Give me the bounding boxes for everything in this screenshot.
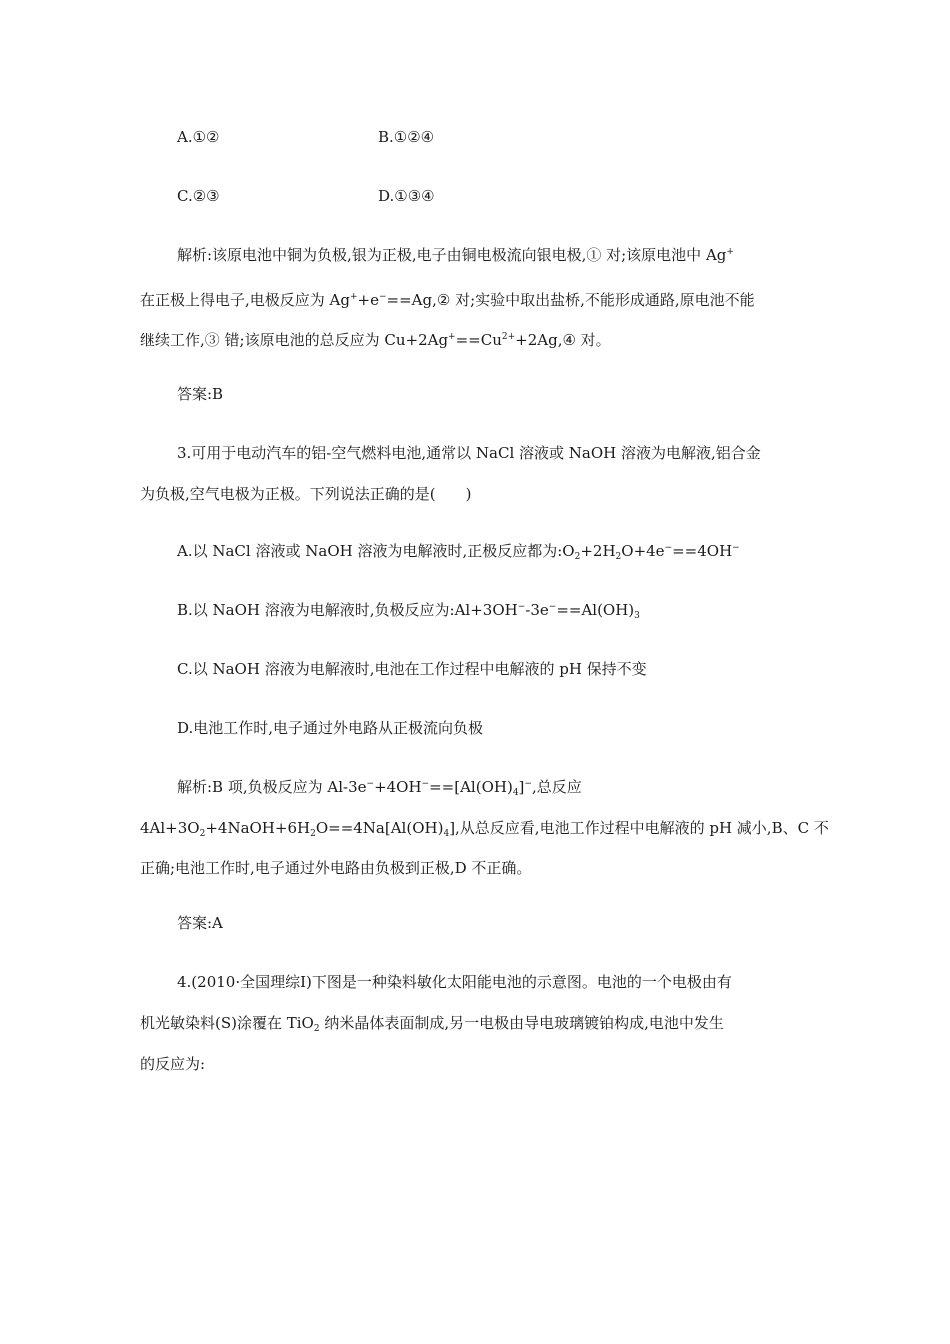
text: B.以 NaOH 溶液为电解液时,负极反应为:Al+3OH: [177, 601, 518, 619]
text: O+4e: [621, 542, 665, 560]
superscript: −: [378, 292, 387, 302]
text: +4OH: [374, 778, 422, 796]
superscript: −: [366, 779, 375, 789]
text: +e: [357, 291, 379, 309]
subscript: 3: [634, 611, 640, 621]
question-3-option-d: [177, 718, 483, 738]
text: +4NaOH+6H: [205, 819, 311, 837]
text: 3.可用于电动汽车的铝-空气燃料电池,通常以 NaCl 溶液或 NaOH 溶液为电解液,铝合金: [177, 444, 761, 462]
superscript: −: [732, 543, 740, 553]
question-3-stem-line-1: [177, 443, 761, 463]
option-a: [177, 127, 220, 147]
analysis-q2-line-2: [140, 290, 755, 310]
superscript: +: [448, 332, 456, 342]
analysis-q3-line-3: [140, 858, 531, 878]
text: ==Ag,② 对;实验中取出盐桥,不能形成通路,原电池不能: [386, 291, 755, 309]
analysis-q3-line-2: [140, 818, 829, 838]
answer-q2: [177, 384, 223, 404]
text: A.以 NaCl 溶液或 NaOH 溶液为电解液时,正极反应都为:O: [177, 542, 575, 560]
superscript: +: [349, 292, 358, 302]
superscript: −: [548, 602, 557, 612]
text: D.电池工作时,电子通过外电路从正极流向负极: [177, 719, 484, 737]
option-a-text: A.①②: [177, 128, 220, 146]
option-b: [378, 127, 434, 147]
answer-text: 答案:A: [177, 914, 223, 932]
subscript: 4: [512, 788, 519, 798]
option-d: [378, 186, 435, 206]
superscript: −: [517, 602, 526, 612]
text: 继续工作,③ 错;该原电池的总反应为 Cu+2Ag: [140, 331, 449, 349]
text: +2H: [580, 542, 616, 560]
question-3-option-a: [177, 541, 740, 561]
answer-text: 答案:B: [177, 385, 224, 403]
superscript: 2+: [501, 332, 516, 342]
analysis-q3-line-1: [177, 777, 582, 797]
superscript: +: [726, 247, 734, 257]
text: ],从总反应看,电池工作过程中电解液的 pH 减小,B、C 不: [449, 819, 829, 837]
subscript: 2: [313, 1024, 320, 1034]
text: ,总反应: [531, 778, 582, 796]
superscript: −: [421, 779, 430, 789]
option-c: [177, 186, 220, 206]
subscript: 4: [443, 829, 450, 839]
text: ==4OH: [672, 542, 733, 560]
subscript: 2: [199, 829, 206, 839]
text: 在正极上得电子,电极反应为 Ag: [140, 291, 350, 309]
text: 解析:B 项,负极反应为 Al-3e: [177, 778, 367, 796]
question-4-line-2: [140, 1013, 724, 1033]
subscript: 2: [310, 829, 316, 839]
text: ==Cu: [455, 331, 502, 349]
superscript: −: [524, 779, 532, 789]
superscript: −: [664, 543, 673, 553]
question-4-line-3: [140, 1054, 205, 1074]
text: ]: [518, 778, 525, 796]
text: 机光敏染料(S)涂覆在 TiO: [140, 1014, 314, 1032]
text: O==4Na[Al(OH): [315, 819, 444, 837]
text: 4Al+3O: [140, 819, 200, 837]
question-3-option-b: [177, 600, 640, 620]
subscript: 2: [574, 552, 581, 562]
question-4-line-1: [177, 972, 732, 992]
text: 的反应为:: [140, 1055, 206, 1073]
text: 为负极,空气电极为正极。下列说法正确的是( ): [140, 485, 472, 503]
text: C.以 NaOH 溶液为电解液时,电池在工作过程中电解液的 pH 保持不变: [177, 660, 647, 678]
option-d-text: D.①③④: [378, 187, 435, 205]
question-3-stem-line-2: [140, 484, 471, 504]
text: 纳米晶体表面制成,另一电极由导电玻璃镀铂构成,电池中发生: [319, 1014, 724, 1032]
text: 4.(2010·全国理综Ⅰ)下图是一种染料敏化太阳能电池的示意图。电池的一个电极由有: [177, 973, 732, 991]
subscript: 2: [615, 552, 622, 562]
text: 正确;电池工作时,电子通过外电路由负极到正极,D 不正确。: [140, 859, 532, 877]
analysis-q2-line-1: [177, 245, 734, 265]
text: -3e: [525, 601, 549, 619]
option-b-text: B.①②④: [378, 128, 435, 146]
option-c-text: C.②③: [177, 187, 220, 205]
question-3-option-c: [177, 659, 647, 679]
text: ==Al(OH): [556, 601, 635, 619]
text: 解析:该原电池中铜为负极,银为正极,电子由铜电极流向银电极,① 对;该原电池中 Ag: [177, 246, 727, 264]
text: +2Ag,④ 对。: [515, 331, 611, 349]
analysis-q2-line-3: [140, 330, 611, 350]
answer-q3: [177, 913, 223, 933]
text: ==[Al(OH): [429, 778, 513, 796]
